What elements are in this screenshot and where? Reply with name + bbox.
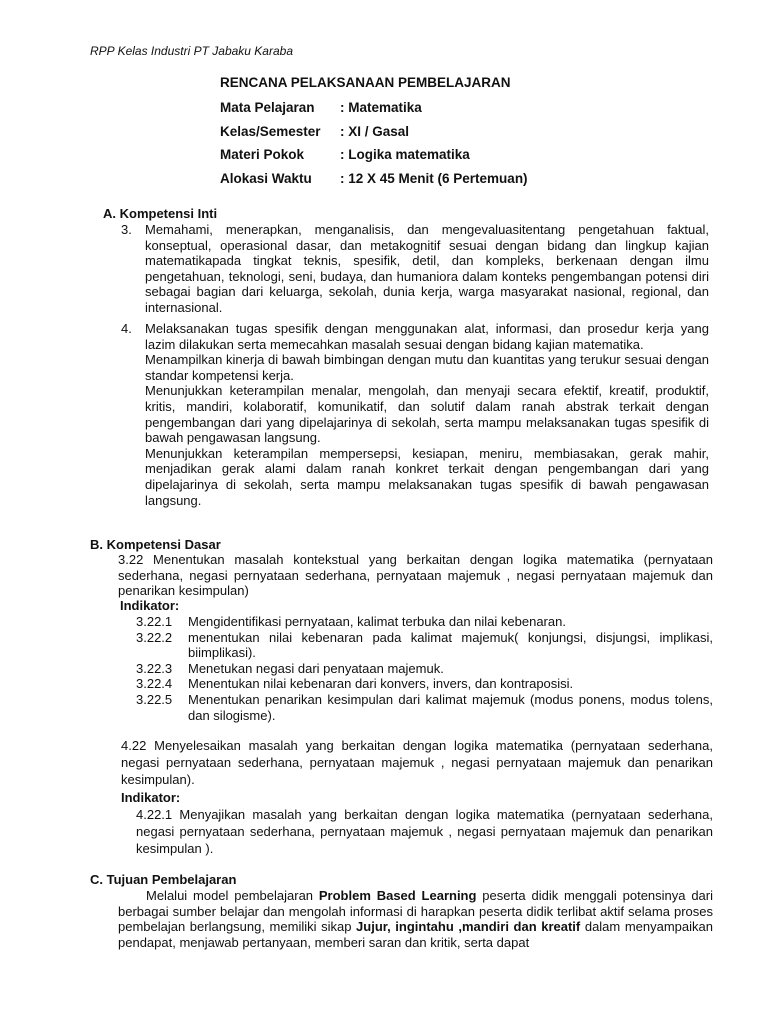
info-value: : 12 X 45 Menit (6 Pertemuan) <box>340 170 528 186</box>
ki-paragraph: Menampilkan kinerja di bawah bimbingan dengan mutu dan kuantitas yang terukur sesuai dengan standar kompetensi kerja. <box>145 352 709 383</box>
info-label: Kelas/Semester <box>220 123 321 139</box>
indicator-item <box>136 614 713 630</box>
section-c-heading: C. Tujuan Pembelajaran <box>90 872 237 887</box>
indicator-item <box>136 676 713 692</box>
section-b-heading: B. Kompetensi Dasar <box>90 537 221 552</box>
indicator-label: Indikator: <box>120 598 180 613</box>
indicator-number: 3.22.5 <box>136 691 173 707</box>
info-value: : Matematika <box>340 100 422 116</box>
indicator-4-22-1: 4.22.1 Menyajikan masalah yang berkaitan dengan logika matematika (pernyataan sederhana, negasi pernyataan sederhana, pernyataan majemuk , negasi pernyataan majemuk dan penarikan kesimpulan ). <box>136 807 713 856</box>
info-label: Mata Pelajaran <box>220 100 315 116</box>
ki-item-3 <box>121 222 709 316</box>
ki-text-block <box>145 321 709 508</box>
indicator-text: Menentukan nilai kebenaran dari konvers, invers, dan kontraposisi. <box>188 676 574 692</box>
indicator-text: menentukan nilai kebenaran pada kalimat majemuk( konjungsi, disjungsi, implikasi, biimplikasi). <box>188 629 713 661</box>
info-value: : Logika matematika <box>340 147 470 163</box>
indicator-item <box>136 692 713 723</box>
section-a-heading: A. Kompetensi Inti <box>103 206 218 221</box>
info-row <box>220 96 528 120</box>
ki-number: 4. <box>121 321 132 336</box>
indicator-text: Menentukan penarikan kesimpulan dari kalimat majemuk (modus ponens, modus tolens, dan silogisme). <box>188 691 713 723</box>
ki-paragraph: Menunjukkan keterampilan menalar, mengolah, dan menyaji secara efektif, kreatif, produktif, kritis, mandiri, kolaboratif, komunikatif, dan solutif dalam ranah abstrak terkait dengan pengembangan dari yang dipelajarinya di sekolah, serta mampu melaksanakan tugas spesifik di bawah pengawasan langsung. <box>145 383 709 446</box>
indicator-number: 3.22.3 <box>136 660 173 676</box>
info-row <box>220 120 528 144</box>
indicator-text: Mengidentifikasi pernyataan, kalimat terbuka dan nilai kebenaran. <box>188 614 566 629</box>
indicator-list-3-22 <box>136 614 713 723</box>
ki-paragraph: Menunjukkan keterampilan mempersepsi, kesiapan, meniru, membiasakan, gerak mahir, menjadikan gerak alami dalam ranah konkret terkait dengan pengembangan dari yang dipelajarinya di sekolah, serta mampu melaksanakan tugas spesifik di bawah pengawasan langsung. <box>145 445 709 508</box>
ki-item-4 <box>121 321 709 508</box>
running-header: RPP Kelas Industri PT Jabaku Karaba <box>90 44 293 58</box>
title-block <box>220 75 528 190</box>
info-label: Alokasi Waktu <box>220 170 312 186</box>
indicator-item <box>136 661 713 677</box>
info-label: Materi Pokok <box>220 147 305 163</box>
objective-text: dalam menyampaikan pendapat, menjawab pertanyaan, memberi saran dan kritik, serta dapat <box>118 919 713 950</box>
kd-4-22 <box>121 737 713 788</box>
info-row <box>220 167 528 191</box>
indicator-label-2: Indikator: <box>121 790 181 805</box>
kd-text: Menyelesaikan masalah yang berkaitan dengan logika matematika (pernyataan sederhana, negasi pernyataan sederhana, pernyataan majemuk , negasi pernyataan majemuk dan penarikan kesimpulan). <box>121 738 713 787</box>
model-name: Problem Based Learning <box>318 888 477 903</box>
kd-number: 4.22 <box>121 738 147 753</box>
learning-objective <box>118 888 713 950</box>
info-row <box>220 143 528 167</box>
document-title: RENCANA PELAKSANAAN PEMBELAJARAN <box>220 75 511 90</box>
ki-number: 3. <box>121 222 132 237</box>
kd-3-22: 3.22 Menentukan masalah kontekstual yang berkaitan dengan logika matematika (pernyataan sederhana, negasi pernyataan sederhana, pernyataan majemuk , negasi pernyataan majemuk dan penarikan kesimpulan) <box>118 552 713 599</box>
attitude-list: Jujur, ingintahu ,mandiri dan kreatif <box>356 919 581 935</box>
ki-text: Memahami, menerapkan, menganalisis, dan mengevaluasitentang pengetahuan faktual, konseptual, operasional dasar, dan metakognitif sesuai dengan bidang dan lingkup kajian matematikapada tingkat teknis, spesifik, detil, dan kompleks, berkenaan dengan ilmu pengetahuan, teknologi, seni, budaya, dan humaniora dalam konteks pengembangan potensi diri sebagai bagian dari keluarga, sekolah, dunia kerja, warga masyarakat nasional, regional, dan internasional. <box>145 222 709 315</box>
indicator-number: 3.22.2 <box>136 629 173 645</box>
indicator-number: 3.22.4 <box>136 676 173 692</box>
ki-paragraph: Melaksanakan tugas spesifik dengan menggunakan alat, informasi, dan prosedur kerja yang lazim dilakukan serta memecahkan masalah sesuai dengan bidang kajian matematika. <box>145 321 709 352</box>
objective-text: peserta didik menggali potensinya dari berbagai sumber belajar dan mengolah informasi di harapkan peserta didik terlibat aktif selama proses pembelajan berlangsung, memiliki sikap <box>118 888 714 935</box>
info-value: : XI / Gasal <box>340 123 410 139</box>
objective-text: Melalui model pembelajaran <box>146 888 319 903</box>
indicator-number: 3.22.1 <box>136 614 173 629</box>
indicator-item <box>136 630 713 661</box>
indicator-text: Menetukan negasi dari penyataan majemuk. <box>188 660 444 676</box>
